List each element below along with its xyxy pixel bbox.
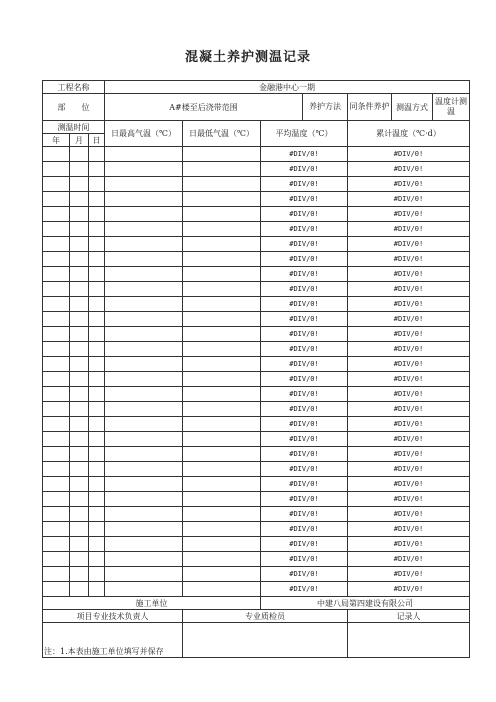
day-cell[interactable] (89, 567, 105, 582)
year-cell[interactable] (43, 327, 70, 342)
day-cell[interactable] (89, 282, 105, 297)
month-cell[interactable] (70, 252, 89, 267)
avg-temp-cell: #DIV/0! (261, 192, 348, 207)
year-cell[interactable] (43, 147, 70, 162)
measure-method-label: 测温方式 (392, 94, 433, 121)
year-cell[interactable] (43, 207, 70, 222)
table-row (43, 552, 470, 567)
cum-temp-cell: #DIV/0! (348, 192, 470, 207)
min-temp-cell[interactable] (183, 522, 261, 537)
min-temp-cell[interactable] (183, 507, 261, 522)
max-temp-cell[interactable] (105, 297, 183, 312)
avg-temp-cell: #DIV/0! (261, 342, 348, 357)
cum-temp-cell: #DIV/0! (348, 282, 470, 297)
year-cell[interactable] (43, 192, 70, 207)
year-cell[interactable] (43, 357, 70, 372)
table-row (43, 162, 470, 177)
min-temp-cell[interactable] (183, 342, 261, 357)
year-cell[interactable] (43, 222, 70, 237)
max-temp-cell[interactable] (105, 402, 183, 417)
table-row (43, 417, 470, 432)
year-cell[interactable] (43, 492, 70, 507)
day-cell[interactable] (89, 147, 105, 162)
year-cell[interactable] (43, 372, 70, 387)
min-temp-cell[interactable] (183, 207, 261, 222)
footnote: 注：1.本表由施工单位填写并保存 (44, 647, 164, 656)
cum-temp-cell: #DIV/0! (348, 207, 470, 222)
month-cell[interactable] (70, 372, 89, 387)
max-temp-cell[interactable] (105, 417, 183, 432)
min-temp-cell[interactable] (183, 477, 261, 492)
max-temp-cell[interactable] (105, 267, 183, 282)
max-temp-cell[interactable] (105, 237, 183, 252)
cum-temp-cell: #DIV/0! (348, 312, 470, 327)
location-value: A#楼至后浇带范围 (105, 94, 303, 121)
cum-temp-cell: #DIV/0! (348, 552, 470, 567)
year-cell[interactable] (43, 552, 70, 567)
table-row (43, 582, 470, 597)
avg-temp-cell: #DIV/0! (261, 567, 348, 582)
month-cell[interactable] (70, 432, 89, 447)
min-temp-cell[interactable] (183, 327, 261, 342)
month-cell[interactable] (70, 162, 89, 177)
avg-temp-cell: #DIV/0! (261, 402, 348, 417)
cum-temp-cell: #DIV/0! (348, 237, 470, 252)
max-temp-cell[interactable] (105, 552, 183, 567)
table-row (43, 207, 470, 222)
table-row (43, 402, 470, 417)
min-temp-cell[interactable] (183, 147, 261, 162)
month-cell[interactable] (70, 462, 89, 477)
month-cell[interactable] (70, 567, 89, 582)
max-temp-cell[interactable] (105, 327, 183, 342)
cum-temp-cell: #DIV/0! (348, 297, 470, 312)
day-cell[interactable] (89, 192, 105, 207)
avg-temp-cell: #DIV/0! (261, 252, 348, 267)
same-condition-label: 同条件养护 (348, 94, 392, 121)
cum-temp-cell: #DIV/0! (348, 222, 470, 237)
max-temp-cell[interactable] (105, 522, 183, 537)
avg-temp-cell: #DIV/0! (261, 447, 348, 462)
min-temp-cell[interactable] (183, 267, 261, 282)
cum-temp-cell: #DIV/0! (348, 507, 470, 522)
year-cell[interactable] (43, 252, 70, 267)
month-cell[interactable] (70, 192, 89, 207)
avg-temp-cell: #DIV/0! (261, 207, 348, 222)
table-row (43, 252, 470, 267)
max-temp-cell[interactable] (105, 357, 183, 372)
year-cell[interactable] (43, 402, 70, 417)
month-label: 月 (70, 134, 89, 147)
day-cell[interactable] (89, 162, 105, 177)
min-temp-cell[interactable] (183, 492, 261, 507)
curing-temperature-table (42, 80, 470, 658)
table-row (43, 177, 470, 192)
min-temp-cell[interactable] (183, 162, 261, 177)
table-row (43, 327, 470, 342)
avg-temp-cell: #DIV/0! (261, 372, 348, 387)
year-cell[interactable] (43, 162, 70, 177)
year-cell[interactable] (43, 297, 70, 312)
avg-temp-cell: #DIV/0! (261, 432, 348, 447)
avg-temp-cell: #DIV/0! (261, 522, 348, 537)
cum-temp-cell: #DIV/0! (348, 372, 470, 387)
day-cell[interactable] (89, 447, 105, 462)
min-temp-cell[interactable] (183, 402, 261, 417)
table-row (43, 567, 470, 582)
table-row (43, 537, 470, 552)
year-cell[interactable] (43, 417, 70, 432)
day-cell[interactable] (89, 237, 105, 252)
avg-temp-cell: #DIV/0! (261, 387, 348, 402)
year-cell[interactable] (43, 177, 70, 192)
min-temp-cell[interactable] (183, 312, 261, 327)
table-row (43, 222, 470, 237)
avg-temp-cell: #DIV/0! (261, 222, 348, 237)
avg-temp-cell: #DIV/0! (261, 282, 348, 297)
avg-temp-cell: #DIV/0! (261, 237, 348, 252)
table-row (43, 522, 470, 537)
min-temp-cell[interactable] (183, 567, 261, 582)
day-cell[interactable] (89, 522, 105, 537)
avg-temp-cell: #DIV/0! (261, 582, 348, 597)
day-cell[interactable] (89, 402, 105, 417)
min-temp-cell[interactable] (183, 432, 261, 447)
table-row (43, 282, 470, 297)
table-row (43, 312, 470, 327)
table-row (43, 492, 470, 507)
year-label: 年 (43, 134, 70, 147)
month-cell[interactable] (70, 402, 89, 417)
table-row (43, 447, 470, 462)
min-temp-cell[interactable] (183, 297, 261, 312)
table-row (43, 477, 470, 492)
cum-temp-cell: #DIV/0! (348, 492, 470, 507)
avg-temp-cell: #DIV/0! (261, 297, 348, 312)
project-name-value: 金融港中心一期 (105, 81, 470, 94)
day-cell[interactable] (89, 267, 105, 282)
day-cell[interactable] (89, 507, 105, 522)
table-row (43, 432, 470, 447)
max-temp-cell[interactable] (105, 447, 183, 462)
day-cell[interactable] (89, 552, 105, 567)
min-temp-cell[interactable] (183, 357, 261, 372)
cum-temp-cell: #DIV/0! (348, 567, 470, 582)
max-temp-header: 日最高气温（℃） (105, 121, 183, 147)
recorder-signature-cell[interactable] (348, 623, 470, 658)
avg-temp-cell: #DIV/0! (261, 357, 348, 372)
max-temp-cell[interactable] (105, 492, 183, 507)
cum-temp-cell: #DIV/0! (348, 522, 470, 537)
day-cell[interactable] (89, 537, 105, 552)
avg-temp-header: 平均温度（℃） (261, 121, 348, 147)
min-temp-cell[interactable] (183, 387, 261, 402)
max-temp-cell[interactable] (105, 432, 183, 447)
year-cell[interactable] (43, 537, 70, 552)
cum-temp-cell: #DIV/0! (348, 432, 470, 447)
year-cell[interactable] (43, 387, 70, 402)
table-row (43, 372, 470, 387)
max-temp-cell[interactable] (105, 462, 183, 477)
month-cell[interactable] (70, 417, 89, 432)
max-temp-cell[interactable] (105, 537, 183, 552)
table-row (43, 462, 470, 477)
month-cell[interactable] (70, 327, 89, 342)
table-row (43, 297, 470, 312)
year-cell[interactable] (43, 582, 70, 597)
location-label: 部 位 (43, 94, 105, 121)
max-temp-cell[interactable] (105, 177, 183, 192)
avg-temp-cell: #DIV/0! (261, 177, 348, 192)
cum-temp-cell: #DIV/0! (348, 417, 470, 432)
day-cell[interactable] (89, 492, 105, 507)
avg-temp-cell: #DIV/0! (261, 147, 348, 162)
min-temp-cell[interactable] (183, 237, 261, 252)
day-cell[interactable] (89, 582, 105, 597)
month-cell[interactable] (70, 177, 89, 192)
max-temp-cell[interactable] (105, 342, 183, 357)
avg-temp-cell: #DIV/0! (261, 462, 348, 477)
month-cell[interactable] (70, 312, 89, 327)
cum-temp-cell: #DIV/0! (348, 537, 470, 552)
day-cell[interactable] (89, 252, 105, 267)
day-cell[interactable] (89, 312, 105, 327)
cum-temp-cell: #DIV/0! (348, 177, 470, 192)
contractor-label: 施工单位 (43, 597, 261, 610)
month-cell[interactable] (70, 537, 89, 552)
table-row (43, 267, 470, 282)
max-temp-cell[interactable] (105, 372, 183, 387)
month-cell[interactable] (70, 492, 89, 507)
month-cell[interactable] (70, 507, 89, 522)
table-row (43, 147, 470, 162)
day-cell[interactable] (89, 177, 105, 192)
month-cell[interactable] (70, 582, 89, 597)
avg-temp-cell: #DIV/0! (261, 537, 348, 552)
inspector-label: 专业质检员 (183, 610, 348, 623)
min-temp-cell[interactable] (183, 177, 261, 192)
month-cell[interactable] (70, 522, 89, 537)
avg-temp-cell: #DIV/0! (261, 552, 348, 567)
year-cell[interactable] (43, 342, 70, 357)
table-row (43, 387, 470, 402)
year-cell[interactable] (43, 237, 70, 252)
year-cell[interactable] (43, 432, 70, 447)
day-cell[interactable] (89, 417, 105, 432)
avg-temp-cell: #DIV/0! (261, 312, 348, 327)
max-temp-cell[interactable] (105, 387, 183, 402)
year-cell[interactable] (43, 447, 70, 462)
cum-temp-cell: #DIV/0! (348, 327, 470, 342)
max-temp-cell[interactable] (105, 207, 183, 222)
min-temp-cell[interactable] (183, 192, 261, 207)
measure-time-label: 测温时间 (43, 121, 105, 134)
max-temp-cell[interactable] (105, 507, 183, 522)
max-temp-cell[interactable] (105, 192, 183, 207)
contractor-value: 中建八局第四建设有限公司 (261, 597, 470, 610)
min-temp-cell[interactable] (183, 222, 261, 237)
day-cell[interactable] (89, 432, 105, 447)
month-cell[interactable] (70, 447, 89, 462)
day-cell[interactable] (89, 207, 105, 222)
max-temp-cell[interactable] (105, 147, 183, 162)
max-temp-cell[interactable] (105, 567, 183, 582)
year-cell[interactable] (43, 477, 70, 492)
max-temp-cell[interactable] (105, 222, 183, 237)
year-cell[interactable] (43, 567, 70, 582)
cum-temp-header: 累计温度（℃·d） (348, 121, 470, 147)
month-cell[interactable] (70, 387, 89, 402)
month-cell[interactable] (70, 297, 89, 312)
month-cell[interactable] (70, 237, 89, 252)
cum-temp-cell: #DIV/0! (348, 267, 470, 282)
day-cell[interactable] (89, 372, 105, 387)
min-temp-cell[interactable] (183, 252, 261, 267)
month-cell[interactable] (70, 147, 89, 162)
day-cell[interactable] (89, 327, 105, 342)
page-title: 混凝土养护测温记录 (184, 50, 311, 65)
day-cell[interactable] (89, 357, 105, 372)
year-cell[interactable] (43, 312, 70, 327)
min-temp-cell[interactable] (183, 282, 261, 297)
avg-temp-cell: #DIV/0! (261, 267, 348, 282)
min-temp-header: 日最低气温（℃） (183, 121, 261, 147)
cum-temp-cell: #DIV/0! (348, 477, 470, 492)
month-cell[interactable] (70, 342, 89, 357)
cum-temp-cell: #DIV/0! (348, 402, 470, 417)
day-label: 日 (89, 134, 105, 147)
day-cell[interactable] (89, 462, 105, 477)
day-cell[interactable] (89, 477, 105, 492)
max-temp-cell[interactable] (105, 282, 183, 297)
cum-temp-cell: #DIV/0! (348, 447, 470, 462)
avg-temp-cell: #DIV/0! (261, 507, 348, 522)
year-cell[interactable] (43, 267, 70, 282)
max-temp-cell[interactable] (105, 582, 183, 597)
min-temp-cell[interactable] (183, 417, 261, 432)
avg-temp-cell: #DIV/0! (261, 162, 348, 177)
day-cell[interactable] (89, 342, 105, 357)
min-temp-cell[interactable] (183, 372, 261, 387)
year-cell[interactable] (43, 522, 70, 537)
inspector-signature-cell[interactable] (183, 623, 348, 658)
project-name-label: 工程名称 (43, 81, 105, 94)
year-cell[interactable] (43, 462, 70, 477)
table-row (43, 192, 470, 207)
tech-lead-label: 项目专业技术负责人 (43, 610, 183, 623)
thermometer-label: 温度计测温 (433, 94, 470, 121)
year-cell[interactable] (43, 507, 70, 522)
cum-temp-cell: #DIV/0! (348, 342, 470, 357)
avg-temp-cell: #DIV/0! (261, 492, 348, 507)
min-temp-cell[interactable] (183, 537, 261, 552)
max-temp-cell[interactable] (105, 477, 183, 492)
cum-temp-cell: #DIV/0! (348, 147, 470, 162)
month-cell[interactable] (70, 267, 89, 282)
min-temp-cell[interactable] (183, 582, 261, 597)
max-temp-cell[interactable] (105, 312, 183, 327)
min-temp-cell[interactable] (183, 462, 261, 477)
table-row (43, 357, 470, 372)
month-cell[interactable] (70, 222, 89, 237)
table-row (43, 237, 470, 252)
cum-temp-cell: #DIV/0! (348, 387, 470, 402)
cum-temp-cell: #DIV/0! (348, 357, 470, 372)
cum-temp-cell: #DIV/0! (348, 252, 470, 267)
month-cell[interactable] (70, 357, 89, 372)
min-temp-cell[interactable] (183, 552, 261, 567)
min-temp-cell[interactable] (183, 447, 261, 462)
avg-temp-cell: #DIV/0! (261, 327, 348, 342)
day-cell[interactable] (89, 387, 105, 402)
month-cell[interactable] (70, 477, 89, 492)
day-cell[interactable] (89, 222, 105, 237)
max-temp-cell[interactable] (105, 162, 183, 177)
month-cell[interactable] (70, 282, 89, 297)
month-cell[interactable] (70, 552, 89, 567)
day-cell[interactable] (89, 297, 105, 312)
cum-temp-cell: #DIV/0! (348, 462, 470, 477)
avg-temp-cell: #DIV/0! (261, 477, 348, 492)
table-row (43, 342, 470, 357)
recorder-label: 记录人 (348, 610, 470, 623)
table-row (43, 507, 470, 522)
year-cell[interactable] (43, 282, 70, 297)
cum-temp-cell: #DIV/0! (348, 582, 470, 597)
curing-method-label: 养护方法 (303, 94, 348, 121)
cum-temp-cell: #DIV/0! (348, 162, 470, 177)
avg-temp-cell: #DIV/0! (261, 417, 348, 432)
month-cell[interactable] (70, 207, 89, 222)
max-temp-cell[interactable] (105, 252, 183, 267)
